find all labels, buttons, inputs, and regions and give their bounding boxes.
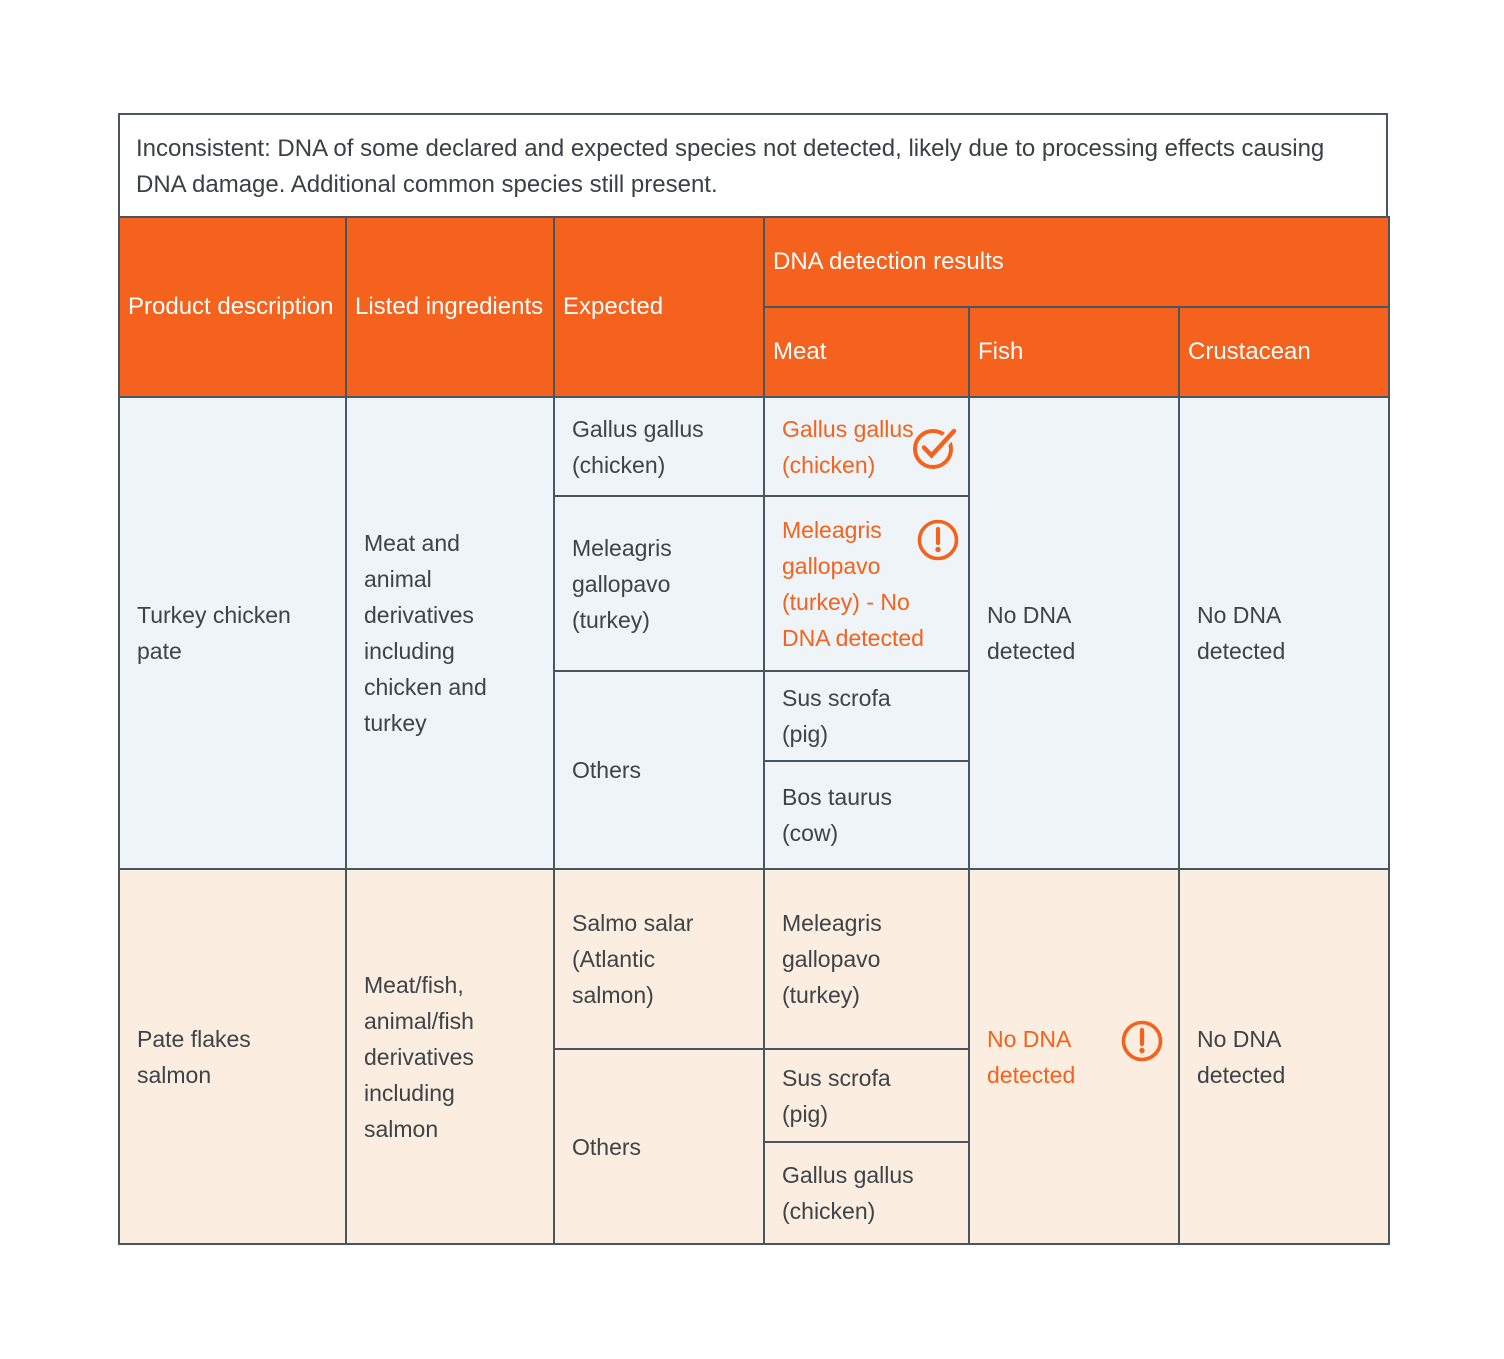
listed-ingredients-cell: Meat and animal derivatives including chicken and turkey [346,397,554,869]
meat-result-cell: Meleagris gallopavo (turkey) [764,869,969,1049]
fish-result-cell [969,869,1179,1244]
header-row-1 [119,217,1389,307]
check-circle-icon [912,423,960,471]
expected-species-cell: Gallus gallus (chicken) [554,397,764,496]
expected-species-cell: Others [554,1049,764,1244]
col-header-meat: Meat [764,307,969,397]
meat-result-cell [764,397,969,496]
col-header-listed-ingredients: Listed ingredients [346,217,554,397]
fish-result-cell: No DNA detected [969,397,1179,869]
exclamation-circle-icon [1120,1019,1164,1063]
col-header-fish: Fish [969,307,1179,397]
meat-result-cell: Sus scrofa (pig) [764,1049,969,1142]
listed-ingredients-cell: Meat/fish, animal/fish derivatives including salmon [346,869,554,1244]
meat-result-cell: Sus scrofa (pig) [764,671,969,761]
meat-result-text: Meleagris gallopavo (turkey) - No DNA detected [782,516,924,651]
meat-result-cell: Gallus gallus (chicken) [764,1142,969,1244]
product-name-cell: Turkey chicken pate [119,397,346,869]
col-header-product-description: Product description [119,217,346,397]
col-header-crustacean: Crustacean [1179,307,1389,397]
col-header-dna-detection-results: DNA detection results [764,217,1389,307]
col-header-expected: Expected [554,217,764,397]
table-row [119,397,1389,496]
meat-result-text: Gallus gallus (chicken) [782,415,914,478]
table-row [119,869,1389,1049]
product-name-cell: Pate flakes salmon [119,869,346,1244]
result-note: Inconsistent: DNA of some declared and expected species not detected, likely due to processing effects causing DNA damage. Additional common species still present. [118,113,1388,218]
expected-species-cell: Salmo salar (Atlantic salmon) [554,869,764,1049]
crustacean-result-cell: No DNA detected [1179,397,1389,869]
dna-test-report [118,113,1388,1245]
expected-species-cell: Meleagris gallopavo (turkey) [554,496,764,671]
dna-results-table [118,216,1390,1245]
exclamation-circle-icon [916,518,960,562]
meat-result-cell: Bos taurus (cow) [764,761,969,869]
crustacean-result-cell: No DNA detected [1179,869,1389,1244]
expected-species-cell: Others [554,671,764,869]
fish-result-text: No DNA detected [987,1025,1076,1088]
meat-result-cell [764,496,969,671]
